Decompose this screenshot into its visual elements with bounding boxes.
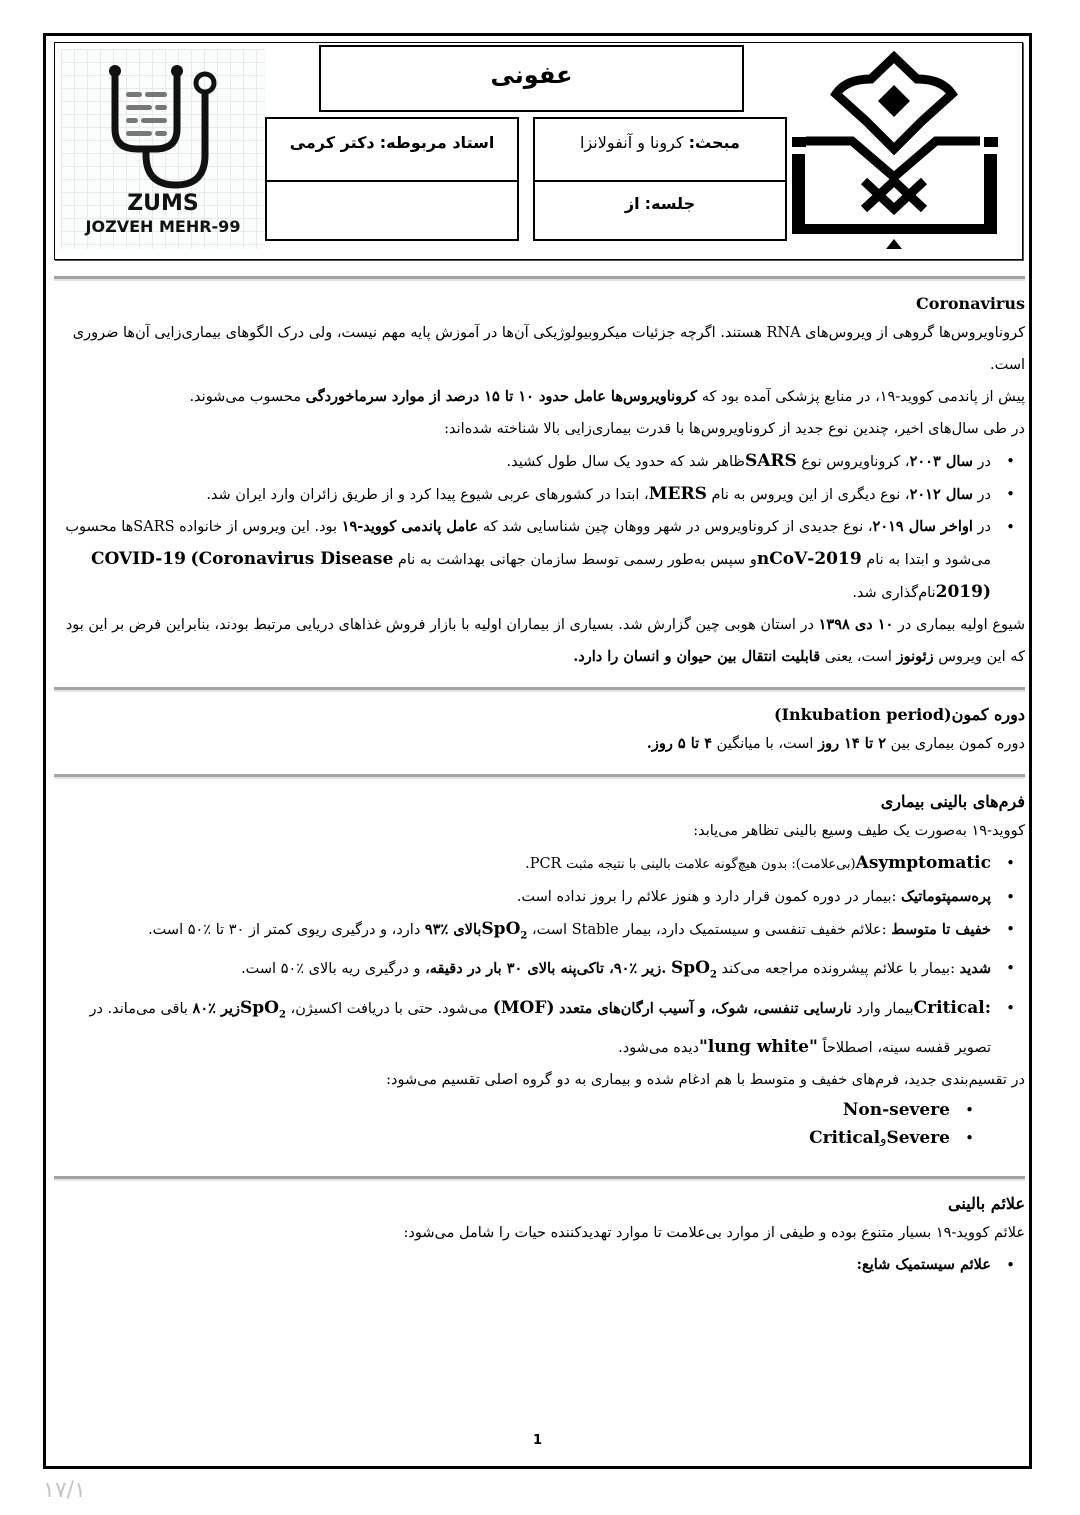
section-clinical-forms [54,789,1025,1154]
list-item-asymptomatic [54,847,991,881]
university-emblem-icon [782,49,1012,249]
text: است، [531,922,568,938]
spo2-label: SpO [670,958,710,979]
text: ، ابتدا در کشورهای عربی شیوع پیدا کرد و از طریق زائران وارد ایران شد. [206,487,649,503]
signs-list [54,1249,1025,1281]
section-title-clinical-forms: فرم‌های بالینی بیماری [880,792,1025,811]
text-spo2 [239,997,286,1021]
spo2-label: SpO [481,919,521,939]
text: و سپس به‌طور رسمی توسط سازمان جهانی بهداشت به نام [397,552,757,568]
text: است، با میانگین [716,736,814,752]
header [54,42,1023,260]
section-divider [54,687,1025,692]
text: ظاهر شد که حدود یک سال طول کشید. [506,454,745,470]
section-divider [54,1176,1025,1181]
text-stable: Stable [571,922,619,938]
text-ncov: 2019-nCoV [756,549,862,569]
text: (بی‌علامت): بدون هیچ‌گونه علامت بالینی با نتیجه مثبت [566,857,856,872]
corner-page-label: ۱۷/۱ [43,1478,86,1503]
list-item-systemic [54,1249,991,1281]
text-bold: نارسایی تنفسی، شوک، و آسیب ارگان‌های متعدد [559,999,852,1017]
text-critical: :Critical [913,997,991,1018]
text-bold: کروناویروس‌ها عامل حدود ۱۰ تا ۱۵ درصد از موارد سرماخوردگی [305,388,698,405]
logo-text-jozveh: JOZVEH MEHR-99 [85,217,241,236]
empty-box [265,180,519,241]
text-bold: سال ۲۰۱۲ [909,486,973,503]
text: دوره کمون بیماری بین [890,736,1025,752]
text-and: و [880,1132,887,1148]
text: :بیمار در دوره کمون قرار دارد و هنوز علائم را بروز نداده است. [516,889,897,905]
text: باقی می‌ماند. در تصویر قفسه سینه، اصطلاحاً [89,1000,991,1057]
list-item-mild-moderate [54,913,991,952]
text: محسوب می‌شوند. [189,389,301,405]
paragraph-rna [54,317,1025,381]
text: دارد، و درگیری ریوی کمتر از ۳۰ تا ٪۵۰ است. [148,922,421,938]
clinical-forms-list [54,847,1025,1064]
logo-text-zums: ZUMS [127,191,199,216]
text-lung-white: "lung white" [699,1037,818,1058]
section-clinical-signs [54,1191,1025,1281]
spo2-subscript: 2 [709,969,717,981]
title-en: (Inkubation period) [773,705,952,724]
text-bold: عامل پاندمی کووید-۱۹ [341,518,479,535]
paragraph-recent-years: در طی سال‌های اخیر، چندین نوع جدید از کروناویروس‌ها با قدرت بیماری‌زایی بالا شناخته شده‌اند: [444,421,1025,437]
spo2-subscript: 2 [520,930,528,942]
paragraph-outbreak [54,609,1025,673]
teacher-box [265,117,519,182]
spo2-subscript: 2 [278,1009,286,1021]
text-bold: زیر ٪۸۰ [192,999,240,1017]
main-content [54,276,1025,1281]
text: ، نوع جدیدی از کروناویروس در شهر ووهان چین شناسایی شد که [482,519,873,535]
session-value: از [624,194,640,213]
text: بیمار وارد [856,1000,914,1017]
section-divider [54,774,1025,779]
text-bold: علائم سیستمیک شایع: [856,1256,991,1274]
text-bold: ۱۰ دی ۱۳۹۸ [818,616,894,633]
session-box [533,180,787,241]
text: در استان هوبی چین گزارش شد. بسیاری از بیماران اولیه با بازار فروش غذاهای دریایی مرتبط بودند، بنابراین فرض بر این بود که این ویروس [65,617,1025,665]
page-number: 1 [532,1433,543,1448]
text: نام‌گذاری شد. [852,585,936,601]
text-rna: RNA [766,325,801,341]
subject-title: عفونی [319,45,744,112]
text-asymptomatic: Asymptomatic [855,853,991,873]
text: شیوع اولیه بیماری در [897,617,1025,633]
text: :علائم خفیف تنفسی و سیستمیک دارد، بیمار [623,922,887,938]
list-item-covid [54,511,991,609]
classification-list [54,1096,1025,1154]
paragraph-incubation [54,728,1025,760]
list-item-severe [54,952,991,991]
text-bold: بالای ٪۹۳ [424,921,482,938]
text-mers: MERS [648,484,707,504]
text: است، یعنی [824,649,892,665]
topic-label: مبحث: [688,133,740,152]
text: دیده می‌شود. [618,1040,699,1057]
text-covid-full: (Coronavirus Disease 2019) [190,549,991,602]
text: ، نوع دیگری از این ویروس به نام [711,487,910,503]
text: در [977,487,991,503]
text-mof: (MOF) [492,997,555,1018]
text: و درگیری ریه بالای ٪۵۰ است. [241,961,421,978]
text: هستند. اگرچه جزئیات میکروبیولوژیکی آن‌ها در آموزش پایه مهم نیست، ولی درک الگوهای بیماری‌زایی آن‌ها ضروری است. [72,325,1025,373]
text-spo2 [670,958,717,981]
section-coronavirus [54,291,1025,673]
text-bold: خفیف تا متوسط [891,921,991,938]
text-bold: پره‌سمپتوماتیک [901,888,991,905]
topic-value: کرونا و آنفولانزا [580,133,684,152]
text: کروناویروس‌ها گروهی از ویروس‌های [805,325,1025,341]
text-bold: شدید [959,960,991,978]
coronavirus-list [54,445,1025,609]
text: ها محسوب می‌شود و ابتدا به نام [65,519,991,568]
section-divider [54,276,1025,281]
teacher-value: دکتر کرمی [289,133,375,152]
paragraph-prepandemic [54,381,1025,413]
text: می‌شود. حتی با دریافت اکسیژن، [290,1000,489,1017]
list-item-presymptomatic [54,881,991,913]
text: در [977,454,991,470]
spo2-label: SpO [239,997,279,1018]
list-item-non-severe [54,1096,950,1124]
list-item-severe-critical [54,1124,950,1154]
text-bold: قابلیت انتقال بین حیوان و انسان را دارد. [573,648,821,665]
paragraph-clinical-intro: کووید-۱۹ به‌صورت یک طیف وسیع بالینی تظاهر می‌یابد: [693,823,1025,839]
session-label: جلسه: [644,194,696,213]
text: بود. این ویروس از خانواده [179,519,338,535]
text-bold: .زیر ٪۹۰، تاکی‌پنه بالای ۳۰ بار در دقیقه، [425,960,667,978]
text-bold: ۴ تا ۵ روز. [646,735,713,752]
text-bold: اواخر سال ۲۰۱۹ [872,518,973,535]
text-sars: SARS [133,519,175,535]
paragraph-signs-intro: علائم کووید-۱۹ بسیار متنوع بوده و طیفی از موارد بی‌علامت تا موارد تهدیدکننده حیات را شامل می‌شود: [403,1225,1025,1242]
text-covid19: COVID-19 [90,549,186,569]
list-item-mers [54,478,991,511]
section-title-clinical-signs: علائم بالینی [948,1194,1025,1214]
zums-logo [61,49,265,249]
text-bold: سال ۲۰۰۳ [909,453,973,470]
text-critical: Critical [809,1128,881,1149]
list-item-critical [54,992,991,1064]
topic-box [533,117,787,182]
section-title-coronavirus: Coronavirus [916,294,1025,313]
section-title-incubation [54,702,1025,728]
text-bold: زئونوز [896,648,934,665]
teacher-label: استاد مربوطه: [379,133,495,152]
text-spo2 [481,919,528,942]
text: :بیمار با علائم پیشرونده مراجعه می‌کند [721,961,955,978]
text-bold: ۲ تا ۱۴ روز [818,735,887,752]
text-severe: Severe [886,1128,950,1149]
text-pcr: PCR. [525,856,562,872]
university-logo [782,49,1012,249]
section-incubation [54,702,1025,760]
text: در [977,519,991,535]
text-sars: SARS [744,451,797,471]
text-non-severe: Non-severe [842,1100,950,1121]
text: پیش از پاندمی کووید-۱۹، در منابع پزشکی آمده بود که [701,389,1025,405]
document-page [43,33,1032,1469]
paragraph-new-classification: در تقسیم‌بندی جدید، فرم‌های خفیف و متوسط با هم ادغام شده و بیماری به دو گروه اصلی تقسیم می‌شود: [386,1072,1025,1089]
title-fa: دوره کمون [951,705,1025,724]
text: ، کروناویروس نوع [801,454,910,470]
stethoscope-icon [101,59,225,189]
list-item-sars [54,445,991,478]
